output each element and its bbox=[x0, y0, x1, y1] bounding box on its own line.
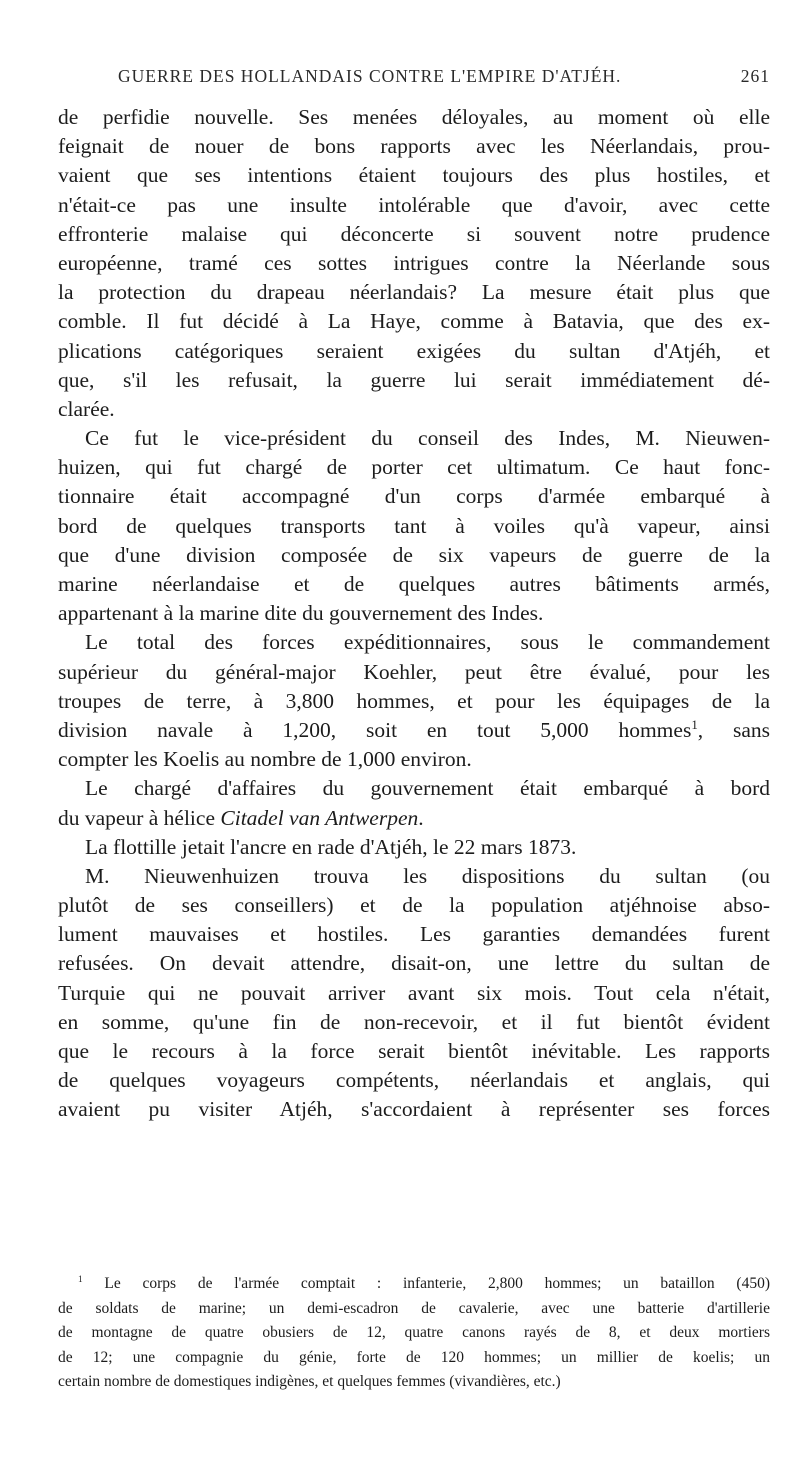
footnote-line: de montagne de quatre obusiers de 12, quatre canons rayés de 8, et deux mortiers bbox=[58, 1324, 770, 1341]
text-line: marine néerlandaise et de quelques autres bâtiments armés, bbox=[58, 572, 770, 596]
text-line: comble. Il fut décidé à La Haye, comme à Batavia, que des ex- bbox=[58, 309, 770, 334]
text-line: refusées. On devait attendre, disait-on, une lettre du sultan de bbox=[58, 951, 770, 976]
text-line: lument mauvaises et hostiles. Les garanties demandées furent bbox=[58, 922, 770, 947]
text-line: la protection du drapeau néerlandais? La mesure était plus que bbox=[58, 280, 770, 305]
text-line: plutôt de ses conseillers) et de la population atjéhnoise abso- bbox=[58, 893, 770, 918]
running-header bbox=[58, 66, 770, 90]
text-line: que le recours à la force serait bientôt inévitable. Les rapports bbox=[58, 1039, 770, 1063]
paragraph-start-line: Le total des forces expéditionnaires, sous le commandement bbox=[85, 630, 770, 655]
page-number: 261 bbox=[740, 66, 770, 86]
paragraph-start-line: Le chargé d'affaires du gouvernement était embarqué à bord bbox=[85, 776, 770, 801]
text-line: en somme, qu'une fin de non-recevoir, et il fut bientôt évident bbox=[58, 1009, 770, 1034]
text-line: européenne, tramé ces sottes intrigues contre la Néerlande sous bbox=[58, 250, 770, 275]
footnote-line: de 12; une compagnie du génie, forte de 120 hommes; un millier de koelis; un bbox=[58, 1348, 770, 1366]
text-line: du vapeur à hélice Citadel van Antwerpen. bbox=[58, 805, 424, 830]
running-title: GUERRE DES HOLLANDAIS CONTRE L'EMPIRE D'ATJÉH. bbox=[118, 66, 622, 86]
text-line: effronterie malaise qui déconcerte si souvent notre prudence bbox=[58, 221, 770, 246]
text-line: supérieur du général-major Koehler, peut être évalué, pour les bbox=[58, 659, 770, 684]
footnote-line: de soldats de marine; un demi-escadron de cavalerie, avec une batterie d'artillerie bbox=[58, 1299, 770, 1317]
text-line: n'était-ce pas une insulte intolérable que d'avoir, avec cette bbox=[58, 192, 770, 217]
paragraph-start-line: Ce fut le vice-président du conseil des Indes, M. Nieuwen- bbox=[85, 426, 770, 451]
text-line: huizen, qui fut chargé de porter cet ultimatum. Ce haut fonc- bbox=[58, 455, 770, 480]
footnote-line: $^1$ Le corps de l'armée comptait : infanterie, 2,800 hommes; un bataillon (450) bbox=[78, 1274, 770, 1292]
footnote-marker: 1 bbox=[78, 1274, 83, 1285]
body-text bbox=[58, 103, 770, 1125]
text-line: appartenant à la marine dite du gouvernement des Indes. bbox=[58, 601, 544, 626]
text-line: division navale à 1,200, soit en tout 5,000 hommes$^1$, sans bbox=[58, 717, 770, 742]
text-line: que d'une division composée de six vapeurs de guerre de la bbox=[58, 542, 770, 567]
text-line: plications catégoriques seraient exigées du sultan d'Atjéh, et bbox=[58, 338, 770, 363]
footnote-line: certain nombre de domestiques indigènes, et quelques femmes (vivandières, etc.) bbox=[58, 1373, 561, 1390]
text-line: troupes de terre, à 3,800 hommes, et pour les équipages de la bbox=[58, 688, 770, 713]
paragraph-start-line: M. Nieuwenhuizen trouva les dispositions du sultan (ou bbox=[85, 863, 770, 888]
text-line: clarée. bbox=[58, 396, 115, 421]
text-line: feignait de nouer de bons rapports avec les Néerlandais, prou- bbox=[58, 134, 770, 159]
text-line: compter les Koelis au nombre de 1,000 environ. bbox=[58, 747, 472, 772]
text-line: avaient pu visiter Atjéh, s'accordaient à représenter ses forces bbox=[58, 1097, 770, 1122]
text-line: bord de quelques transports tant à voiles qu'à vapeur, ainsi bbox=[58, 513, 770, 538]
footnote-ref[interactable]: 1 bbox=[691, 717, 698, 732]
paragraph-start-line: La flottille jetait l'ancre en rade d'Atjéh, le 22 mars 1873. bbox=[85, 834, 577, 859]
text-line: que, s'il les refusait, la guerre lui serait immédiatement dé- bbox=[58, 367, 770, 392]
footnotes bbox=[58, 1272, 770, 1395]
text-line: de quelques voyageurs compétents, néerlandais et anglais, qui bbox=[58, 1068, 770, 1093]
ship-name: Citadel van Antwerpen bbox=[220, 805, 419, 830]
text-line: de perfidie nouvelle. Ses menées déloyales, au moment où elle bbox=[58, 105, 770, 129]
text-line: tionnaire était accompagné d'un corps d'armée embarqué à bbox=[58, 484, 770, 509]
text-line: vaient que ses intentions étaient toujours des plus hostiles, et bbox=[58, 163, 770, 188]
text-line: Turquie qui ne pouvait arriver avant six mois. Tout cela n'était, bbox=[58, 980, 770, 1005]
